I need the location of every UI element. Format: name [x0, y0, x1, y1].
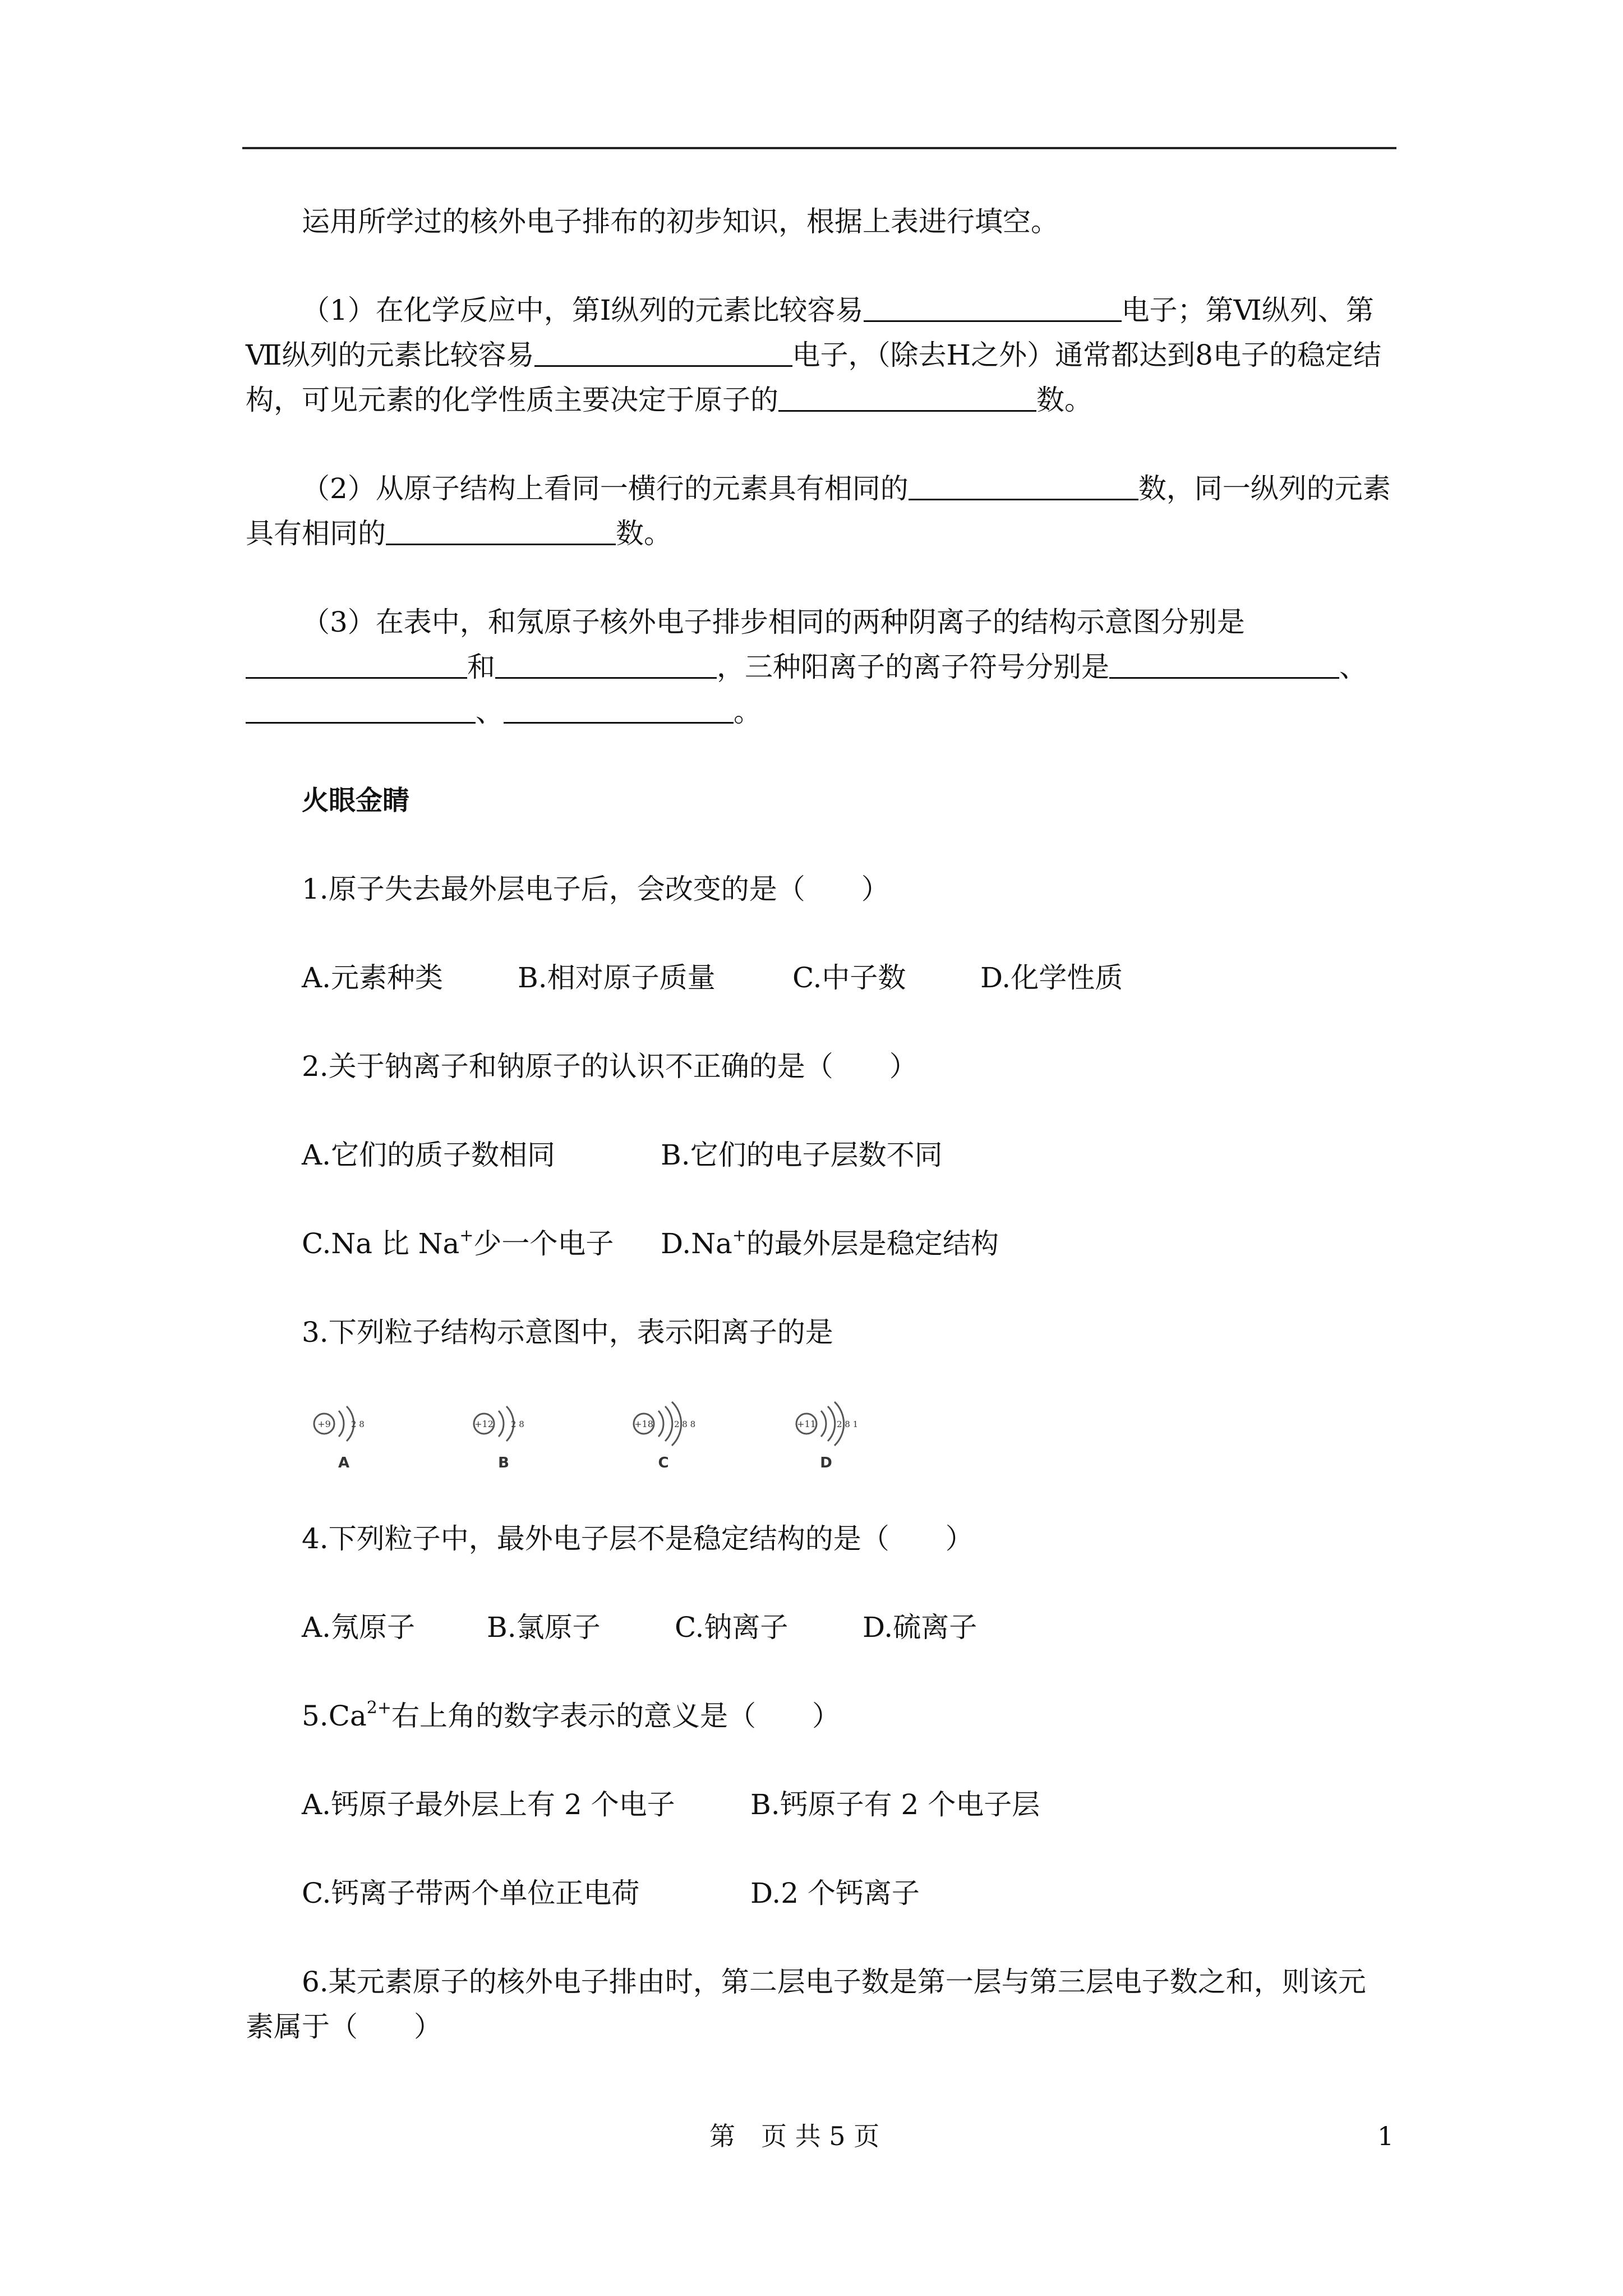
answer-blank[interactable] — [864, 295, 1122, 322]
atom-structure-diagram-a[interactable] — [302, 1393, 386, 1477]
option-c[interactable]: C.钠离子 — [675, 1611, 789, 1644]
diagram-label: B — [498, 1455, 509, 1471]
nucleus-charge: +18 — [634, 1419, 653, 1429]
charge-superscript: + — [732, 1226, 746, 1245]
option-d[interactable]: D.化学性质 — [980, 961, 1123, 994]
option-b[interactable]: B.相对原子质量 — [518, 961, 716, 994]
fill-question-2 — [246, 466, 1392, 556]
q1-text-c: 电子，（除去H之外）通常都达到8电子的稳定结构，可见元素的化学性质主要决定于原子的 — [246, 339, 1381, 416]
question-5-options-row-1 — [246, 1782, 1392, 1827]
option-a[interactable]: A.氖原子 — [302, 1611, 416, 1644]
answer-blank[interactable] — [1109, 651, 1339, 679]
atom-structure-diagram-b[interactable] — [462, 1393, 546, 1477]
answer-blank[interactable] — [909, 473, 1138, 500]
option-a[interactable]: A.元素种类 — [302, 961, 444, 994]
answer-blank[interactable] — [504, 696, 734, 724]
option-d[interactable]: D.硫离子 — [863, 1611, 978, 1644]
diagram-label: D — [820, 1455, 832, 1471]
option-c-text-end: 少一个电子 — [473, 1227, 614, 1260]
option-c[interactable] — [302, 1221, 661, 1266]
option-b[interactable]: B.钙原子有 2 个电子层 — [750, 1788, 1040, 1821]
shell-electrons: 2 8 — [351, 1419, 365, 1429]
option-a[interactable]: A.钙原子最外层上有 2 个电子 — [302, 1788, 675, 1821]
option-c-text: C.Na 比 Na — [302, 1227, 460, 1260]
question-5-text: 5.Ca — [302, 1700, 367, 1732]
q2-text-a: （2）从原子结构上看同一横行的元素具有相同的 — [302, 472, 909, 505]
question-1-stem: 1.原子失去最外层电子后，会改变的是（ ） — [302, 873, 889, 905]
answer-blank[interactable] — [246, 696, 476, 724]
q1-text-b: 电子；第Ⅵ纵列、第Ⅶ纵列的元素比较容易 — [246, 294, 1374, 371]
diagram-label: A — [338, 1455, 350, 1471]
answer-blank[interactable] — [534, 339, 792, 367]
fill-question-3 — [246, 600, 1392, 734]
q1-text-a: （1）在化学反应中，第Ⅰ纵列的元素比较容易 — [302, 294, 864, 326]
question-2-options-row-1 — [246, 1133, 1392, 1177]
nucleus-charge: +12 — [474, 1419, 494, 1429]
header-rule — [242, 147, 1396, 149]
structure-diagrams — [246, 1393, 1392, 1477]
atom-structure-icon — [462, 1393, 546, 1455]
atom-structure-icon — [784, 1393, 868, 1455]
q2-text-b: 数，同一纵列的元素具有相同的 — [246, 472, 1391, 550]
page-count-text: 第 页 共 5 页 — [709, 2121, 880, 2151]
page-number: 1 — [1377, 2121, 1394, 2151]
question-4-stem: 4.下列粒子中，最外电子层不是稳定结构的是（ ） — [302, 1522, 974, 1555]
answer-blank[interactable] — [386, 518, 616, 545]
charge-superscript: 2+ — [366, 1698, 392, 1718]
q2-text-c: 数。 — [616, 517, 672, 550]
option-b[interactable]: B.氯原子 — [487, 1611, 601, 1644]
option-d[interactable]: D.2 个钙离子 — [750, 1877, 920, 1910]
option-b[interactable]: B.它们的电子层数不同 — [661, 1139, 943, 1171]
question-5-stem — [246, 1694, 1392, 1738]
option-d-text: D.Na — [661, 1227, 732, 1260]
nucleus-charge: +11 — [797, 1419, 816, 1429]
nucleus-charge: +9 — [317, 1419, 331, 1429]
question-6-stem: 6.某元素原子的核外电子排由时，第二层电子数是第一层与第三层电子数之和，则该元素属于（ ） — [246, 1966, 1366, 2043]
shell-electrons: 2 8 1 — [837, 1419, 859, 1429]
fill-question-1 — [246, 288, 1392, 422]
answer-blank[interactable] — [778, 384, 1036, 412]
option-c[interactable]: C.中子数 — [792, 961, 906, 994]
question-1-options — [246, 955, 1392, 1000]
atom-structure-diagram-d[interactable] — [784, 1393, 868, 1477]
q3-text-c: ，三种阳离子的离子符号分别是 — [717, 651, 1109, 683]
answer-blank[interactable] — [495, 651, 717, 679]
question-4-options — [246, 1605, 1392, 1650]
answer-blank[interactable] — [246, 651, 467, 679]
option-d[interactable] — [661, 1221, 999, 1266]
atom-structure-icon — [621, 1393, 706, 1455]
q3-text-e: 、 — [476, 696, 504, 728]
question-5-text-end: 右上角的数字表示的意义是（ ） — [391, 1700, 841, 1732]
q3-text-a: （3）在表中，和氖原子核外电子排步相同的两种阴离子的结构示意图分别是 — [302, 606, 1245, 638]
charge-superscript: + — [459, 1226, 474, 1245]
section-title: 火眼金睛 — [302, 785, 410, 816]
option-a[interactable]: A.它们的质子数相同 — [302, 1139, 556, 1171]
q3-text-f: 。 — [734, 696, 762, 728]
diagram-label: C — [658, 1455, 669, 1471]
question-3-stem: 3.下列粒子结构示意图中，表示阳离子的是 — [302, 1316, 833, 1349]
intro-text: 运用所学过的核外电子排布的初步知识，根据上表进行填空。 — [302, 205, 1059, 238]
atom-structure-icon — [302, 1393, 386, 1455]
question-2-options-row-2 — [246, 1221, 1392, 1266]
question-2-stem: 2.关于钠离子和钠原子的认识不正确的是（ ） — [302, 1050, 917, 1083]
question-5-options-row-2 — [246, 1871, 1392, 1916]
q3-text-b: 和 — [467, 651, 495, 683]
option-d-text-end: 的最外层是稳定结构 — [746, 1227, 999, 1260]
shell-electrons: 2 8 8 — [674, 1419, 696, 1429]
option-c[interactable]: C.钙离子带两个单位正电荷 — [302, 1877, 640, 1910]
atom-structure-diagram-c[interactable] — [621, 1393, 706, 1477]
content — [246, 199, 1392, 2093]
q1-text-d: 数。 — [1036, 384, 1092, 416]
q3-text-d: 、 — [1339, 651, 1367, 683]
shell-electrons: 2 8 — [511, 1419, 524, 1429]
